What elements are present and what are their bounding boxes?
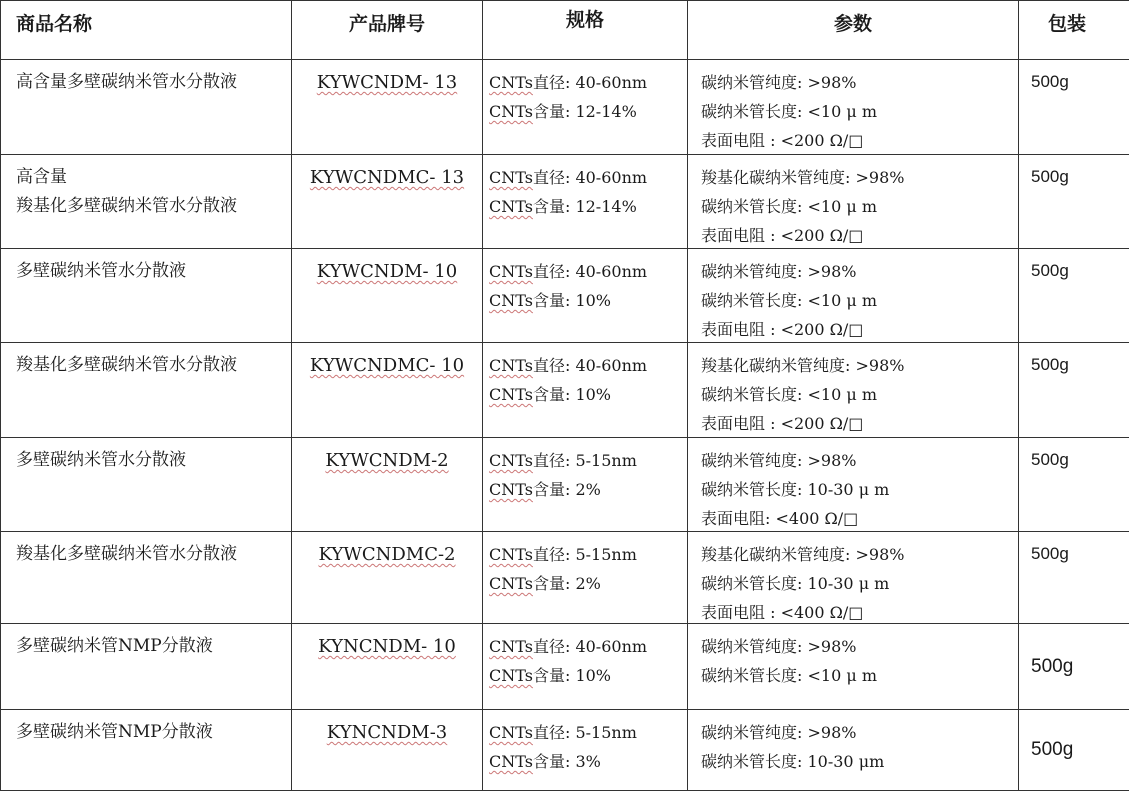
param-line: 碳纳米管长度: <10 μ m xyxy=(701,666,877,685)
spec-line xyxy=(489,569,687,598)
param-line: 表面电阻: <400 Ω/□ xyxy=(701,509,859,528)
table-row xyxy=(0,343,1129,438)
product-name-line: 高含量 xyxy=(16,167,67,187)
product-name-cell xyxy=(0,532,292,623)
spec-code: CNTs xyxy=(489,480,533,499)
spec-value: 直径: 5-15nm xyxy=(532,545,637,564)
packaging-cell xyxy=(1019,343,1129,437)
params-cell xyxy=(688,624,1019,709)
product-name-line: 多壁碳纳米管水分散液 xyxy=(16,450,186,470)
table-row xyxy=(0,624,1129,710)
product-name-cell xyxy=(0,624,292,709)
product-model-cell xyxy=(292,710,483,790)
spec-code: CNTs xyxy=(489,102,533,121)
spec-code: CNTs xyxy=(489,574,533,593)
spec-value: 含量: 12-14% xyxy=(532,102,637,121)
product-model: KYNCNDM- 10 xyxy=(318,636,456,657)
packaging-cell xyxy=(1019,155,1129,248)
param-line: 碳纳米管长度: <10 μ m xyxy=(701,291,877,310)
product-model-cell xyxy=(292,60,483,154)
product-name-cell xyxy=(0,343,292,437)
header-spec: 规格 xyxy=(483,1,688,59)
param-line: 羧基化碳纳米管纯度: >98% xyxy=(701,545,905,564)
table-row xyxy=(0,532,1129,624)
spec-value: 含量: 10% xyxy=(532,291,612,310)
param-line: 碳纳米管纯度: >98% xyxy=(701,73,857,92)
spec-value: 直径: 5-15nm xyxy=(532,451,637,470)
param-line: 碳纳米管长度: <10 μ m xyxy=(701,197,877,216)
product-model-cell xyxy=(292,624,483,709)
spec-code: CNTs xyxy=(489,291,533,310)
packaging-value: 500g xyxy=(1031,655,1074,677)
header-product-model: 产品牌号 xyxy=(292,1,483,59)
spec-code: CNTs xyxy=(489,723,533,742)
spec-value: 含量: 2% xyxy=(532,574,601,593)
product-name-cell xyxy=(0,249,292,342)
table-header-row xyxy=(0,0,1129,60)
param-line: 羧基化碳纳米管纯度: >98% xyxy=(701,356,905,375)
params-cell xyxy=(688,155,1019,248)
spec-value: 直径: 40-60nm xyxy=(532,168,648,187)
header-packaging: 包装 xyxy=(1048,13,1087,35)
product-model-cell xyxy=(292,343,483,437)
packaging-value: 500g xyxy=(1031,167,1069,186)
spec-line xyxy=(489,446,687,475)
packaging-cell xyxy=(1019,249,1129,342)
spec-code: CNTs xyxy=(489,545,533,564)
param-line: 羧基化碳纳米管纯度: >98% xyxy=(701,168,905,187)
spec-code: CNTs xyxy=(489,197,533,216)
param-line: 碳纳米管长度: 10-30 μ m xyxy=(701,574,890,593)
spec-line xyxy=(489,286,687,315)
table-row xyxy=(0,249,1129,343)
product-name-line: 羧基化多壁碳纳米管水分散液 xyxy=(16,196,237,216)
params-cell xyxy=(688,343,1019,437)
product-name-line: 多壁碳纳米管水分散液 xyxy=(16,261,186,281)
packaging-cell xyxy=(1019,624,1129,709)
spec-code: CNTs xyxy=(489,752,533,771)
param-line: 碳纳米管长度: 10-30 μm xyxy=(701,752,885,771)
product-model-cell xyxy=(292,532,483,623)
product-model-cell xyxy=(292,438,483,531)
packaging-value: 500g xyxy=(1031,450,1069,469)
param-line: 碳纳米管纯度: >98% xyxy=(701,451,857,470)
spec-line xyxy=(489,97,687,126)
packaging-cell xyxy=(1019,438,1129,531)
spec-line xyxy=(489,475,687,504)
spec-code: CNTs xyxy=(489,73,533,92)
spec-value: 含量: 10% xyxy=(532,666,612,685)
spec-cell xyxy=(483,343,688,437)
product-name-line: 羧基化多壁碳纳米管水分散液 xyxy=(16,544,237,564)
param-line: 表面电阻 : <200 Ω/□ xyxy=(701,414,864,433)
product-name-cell xyxy=(0,710,292,790)
param-line: 表面电阻 : <200 Ω/□ xyxy=(701,131,864,150)
spec-cell xyxy=(483,249,688,342)
params-cell xyxy=(688,60,1019,154)
packaging-cell xyxy=(1019,710,1129,790)
product-name-cell xyxy=(0,60,292,154)
product-name-line: 多壁碳纳米管NMP分散液 xyxy=(16,636,213,656)
spec-cell xyxy=(483,155,688,248)
spec-value: 直径: 40-60nm xyxy=(532,262,648,281)
spec-value: 直径: 40-60nm xyxy=(532,73,648,92)
spec-line xyxy=(489,163,687,192)
header-params: 参数 xyxy=(688,1,1019,59)
packaging-value: 500g xyxy=(1031,739,1074,760)
spec-cell xyxy=(483,710,688,790)
product-model: KYNCNDM-3 xyxy=(326,722,448,743)
params-cell xyxy=(688,710,1019,790)
product-model-cell xyxy=(292,155,483,248)
product-name-line: 羧基化多壁碳纳米管水分散液 xyxy=(16,355,237,375)
packaging-value: 500g xyxy=(1031,355,1069,374)
param-line: 碳纳米管纯度: >98% xyxy=(701,723,857,742)
param-line: 碳纳米管长度: 10-30 μ m xyxy=(701,480,890,499)
param-line: 碳纳米管纯度: >98% xyxy=(701,262,857,281)
spec-line xyxy=(489,632,687,661)
product-model: KYWCNDMC-2 xyxy=(318,544,456,565)
param-line: 碳纳米管长度: <10 μ m xyxy=(701,102,877,121)
spec-cell xyxy=(483,532,688,623)
spec-value: 含量: 2% xyxy=(532,480,601,499)
params-cell xyxy=(688,532,1019,623)
spec-value: 含量: 12-14% xyxy=(532,197,637,216)
packaging-value: 500g xyxy=(1031,72,1069,91)
spec-cell xyxy=(483,624,688,709)
param-line: 表面电阻 : <400 Ω/□ xyxy=(701,603,864,622)
params-cell xyxy=(688,249,1019,342)
spec-line xyxy=(489,192,687,221)
packaging-cell xyxy=(1019,532,1129,623)
packaging-cell xyxy=(1019,60,1129,154)
header-product-name: 商品名称 xyxy=(0,1,292,59)
spec-cell xyxy=(483,438,688,531)
product-model: KYWCNDM- 13 xyxy=(316,72,458,93)
spec-code: CNTs xyxy=(489,356,533,375)
product-model: KYWCNDMC- 10 xyxy=(309,355,465,376)
product-model: KYWCNDM- 10 xyxy=(316,261,458,282)
params-cell xyxy=(688,438,1019,531)
spec-code: CNTs xyxy=(489,168,533,187)
spec-line xyxy=(489,540,687,569)
param-line: 碳纳米管长度: <10 μ m xyxy=(701,385,877,404)
spec-value: 直径: 5-15nm xyxy=(532,723,637,742)
spec-code: CNTs xyxy=(489,262,533,281)
table-row xyxy=(0,60,1129,155)
spec-line xyxy=(489,747,687,776)
product-name-cell xyxy=(0,155,292,248)
table-row xyxy=(0,438,1129,532)
spec-code: CNTs xyxy=(489,637,533,656)
spec-value: 含量: 3% xyxy=(532,752,601,771)
spec-code: CNTs xyxy=(489,451,533,470)
spec-line xyxy=(489,380,687,409)
spec-value: 含量: 10% xyxy=(532,385,612,404)
param-line: 表面电阻 : <200 Ω/□ xyxy=(701,226,864,245)
spec-value: 直径: 40-60nm xyxy=(532,356,648,375)
spec-value: 直径: 40-60nm xyxy=(532,637,648,656)
spec-line xyxy=(489,661,687,690)
table-row xyxy=(0,155,1129,249)
spec-line xyxy=(489,68,687,97)
packaging-value: 500g xyxy=(1031,261,1069,280)
packaging-value: 500g xyxy=(1031,544,1069,563)
product-model-cell xyxy=(292,249,483,342)
product-name-line: 多壁碳纳米管NMP分散液 xyxy=(16,722,213,742)
product-name-line: 高含量多壁碳纳米管水分散液 xyxy=(16,72,237,92)
product-name-cell xyxy=(0,438,292,531)
spec-code: CNTs xyxy=(489,385,533,404)
product-model: KYWCNDM-2 xyxy=(325,450,449,471)
spec-line xyxy=(489,257,687,286)
table-row xyxy=(0,710,1129,791)
spec-code: CNTs xyxy=(489,666,533,685)
param-line: 碳纳米管纯度: >98% xyxy=(701,637,857,656)
product-model: KYWCNDMC- 13 xyxy=(309,167,465,188)
spec-line xyxy=(489,718,687,747)
spec-cell xyxy=(483,60,688,154)
spec-line xyxy=(489,351,687,380)
param-line: 表面电阻 : <200 Ω/□ xyxy=(701,320,864,339)
